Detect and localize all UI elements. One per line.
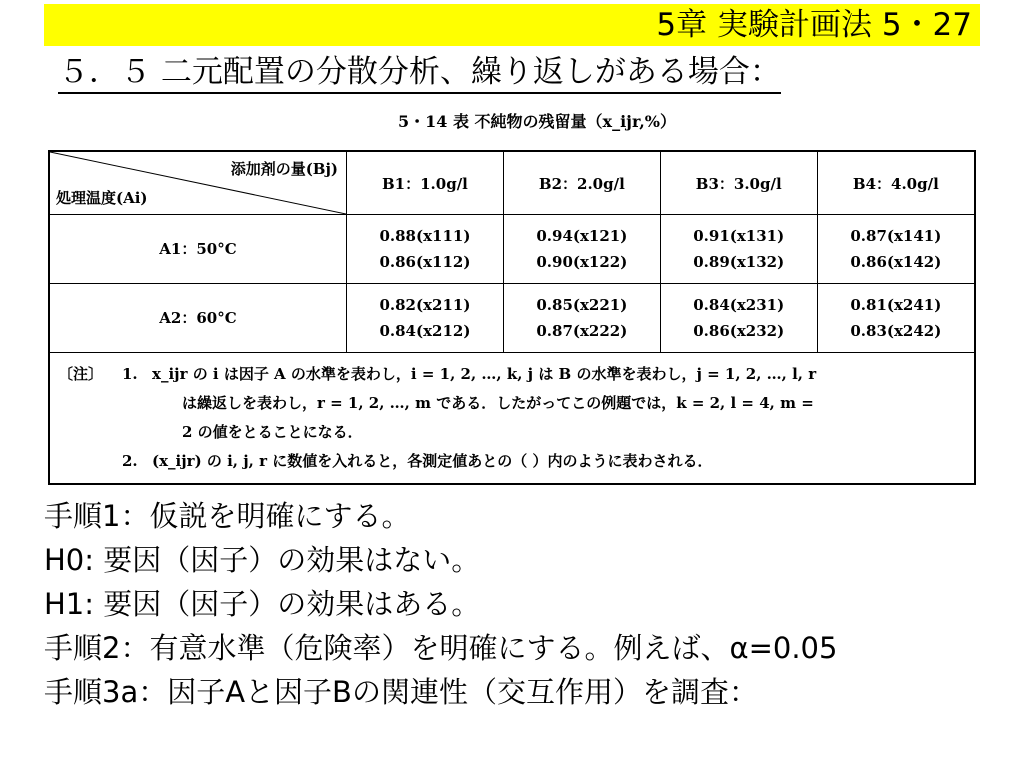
row-header: A1：50°C — [49, 215, 347, 284]
table-header-row — [49, 151, 975, 215]
note-2 — [58, 447, 966, 476]
note-number: 2. — [122, 452, 138, 470]
data-cell — [660, 284, 817, 353]
cell-value: 0.88(x111) — [379, 227, 471, 245]
table-corner-cell — [49, 151, 347, 215]
note-tag: 〔注〕 — [58, 365, 104, 383]
note-text: x_ijr の i は因子 A の水準を表わし，i = 1, 2, …, k, j は B の水準を表わし，j = 1, 2, …, l, r — [152, 365, 817, 383]
cell-value: 0.83(x242) — [850, 322, 942, 340]
section-title: ５．５ 二元配置の分散分析、繰り返しがある場合： — [58, 52, 781, 94]
table-row — [49, 284, 975, 353]
residual-impurity-table — [48, 150, 976, 485]
cell-value: 0.86(x142) — [850, 253, 942, 271]
cell-value: 0.90(x122) — [536, 253, 628, 271]
note-text: (x_ijr) の i, j, r に数値を入れると，各測定値あとの（ ）内のように表わされる． — [152, 452, 713, 470]
hypothesis-h0: H0: 要因（因子）の効果はない。 — [44, 543, 481, 577]
hypothesis-h1: H1: 要因（因子）の効果はある。 — [44, 587, 481, 621]
cell-value: 0.81(x241) — [850, 296, 942, 314]
data-cell — [503, 215, 660, 284]
table-notes — [49, 353, 975, 485]
table-row — [49, 215, 975, 284]
data-cell — [817, 215, 975, 284]
cell-value: 0.86(x112) — [379, 253, 471, 271]
data-cell — [347, 215, 504, 284]
column-header: B2：2.0g/l — [503, 151, 660, 215]
data-cell — [817, 284, 975, 353]
cell-value: 0.86(x232) — [693, 322, 785, 340]
procedure-steps — [44, 494, 1014, 714]
note-text: 2 の値をとることになる． — [182, 423, 363, 441]
step-1: 手順1：仮説を明確にする。 — [44, 499, 411, 533]
cell-value: 0.82(x211) — [379, 296, 471, 314]
notes-row — [49, 353, 975, 485]
data-cell — [347, 284, 504, 353]
note-1 — [58, 360, 966, 389]
cell-value: 0.84(x212) — [379, 322, 471, 340]
corner-column-label: 添加剤の量(Bj) — [230, 160, 338, 178]
row-header: A2：60°C — [49, 284, 347, 353]
cell-value: 0.87(x222) — [536, 322, 628, 340]
column-header: B3：3.0g/l — [660, 151, 817, 215]
cell-value: 0.84(x231) — [693, 296, 785, 314]
column-header: B1：1.0g/l — [347, 151, 504, 215]
cell-value: 0.91(x131) — [693, 227, 785, 245]
note-number: 1. — [122, 365, 138, 383]
cell-value: 0.89(x132) — [693, 253, 785, 271]
table-caption: 5・14 表 不純物の残留量（x_ijr,%） — [398, 112, 676, 131]
cell-value: 0.87(x141) — [850, 227, 942, 245]
corner-row-label: 処理温度(Ai) — [56, 189, 148, 207]
scanned-table-figure — [44, 110, 980, 476]
step-2: 手順2：有意水準（危険率）を明確にする。例えば、α=0.05 — [44, 631, 838, 665]
note-text: は繰返しを表わし，r = 1, 2, …, m である．したがってこの例題では，k = 2, l = 4, m = — [182, 394, 814, 412]
chapter-banner: 5章 実験計画法 5・27 — [44, 4, 980, 46]
data-cell — [503, 284, 660, 353]
data-cell — [660, 215, 817, 284]
cell-value: 0.85(x221) — [536, 296, 628, 314]
cell-value: 0.94(x121) — [536, 227, 628, 245]
column-header: B4：4.0g/l — [817, 151, 975, 215]
step-3a: 手順3a：因子Aと因子Bの関連性（交互作用）を調査： — [44, 675, 758, 709]
